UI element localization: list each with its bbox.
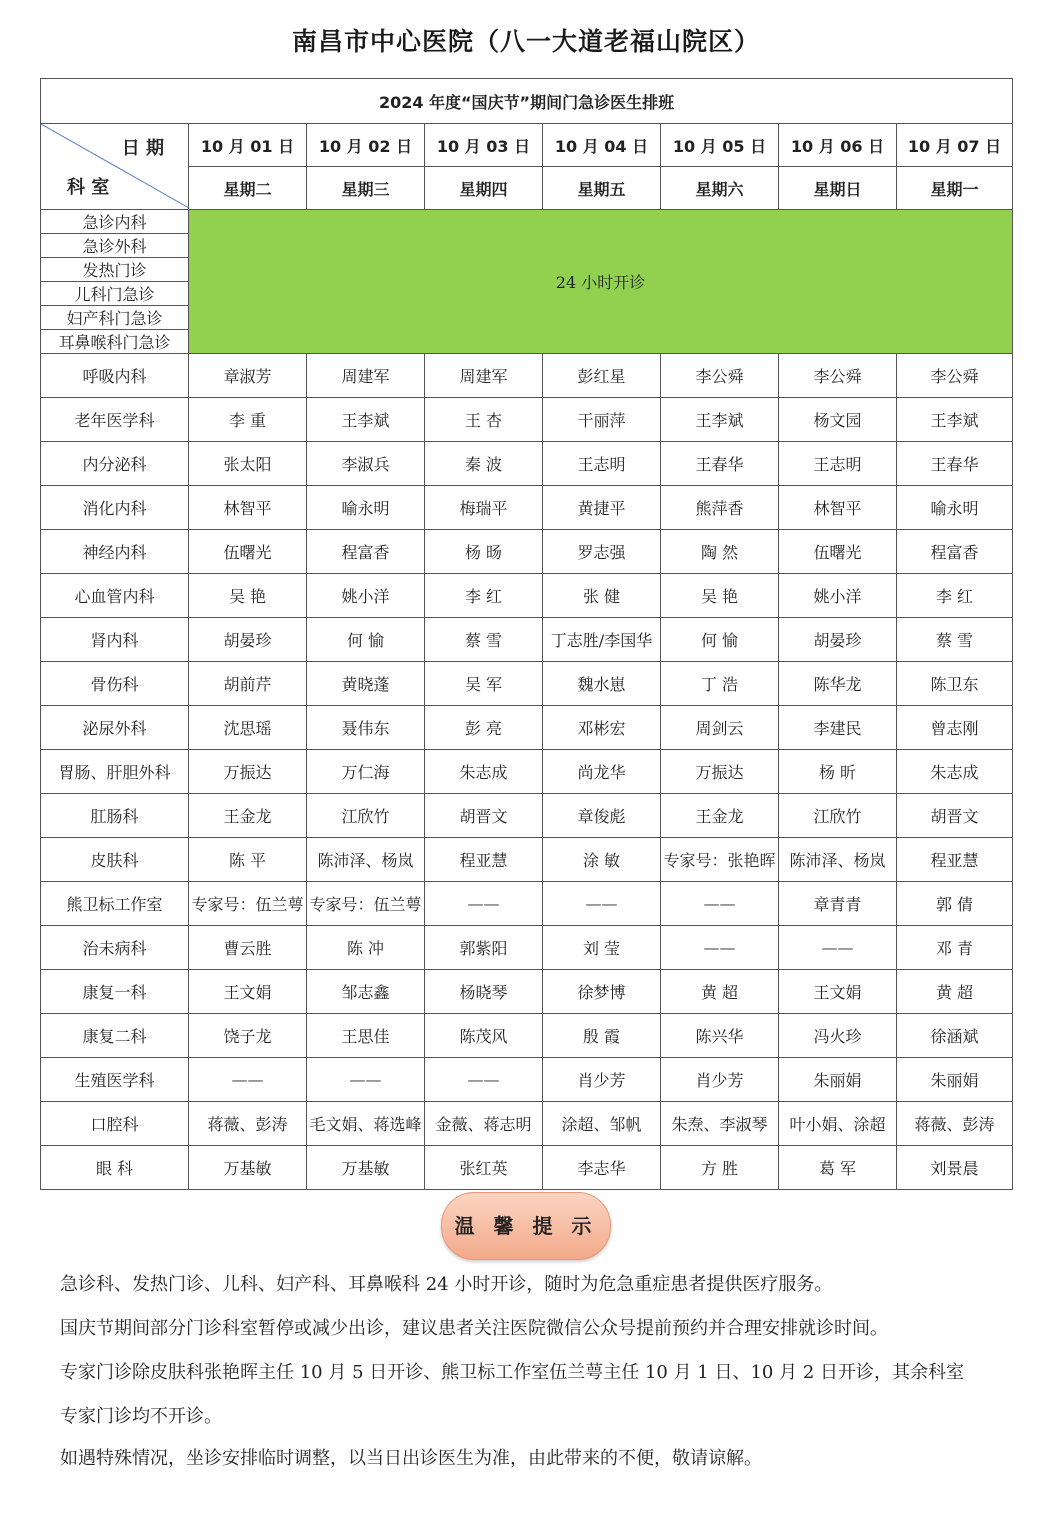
doctor-cell: 邓彬宏: [543, 706, 661, 750]
doctor-cell: 喻永明: [307, 486, 425, 530]
doctor-cell: 何 愉: [307, 618, 425, 662]
date-header: 10 月 01 日: [189, 124, 307, 167]
doctor-cell: 陈卫东: [897, 662, 1013, 706]
doctor-cell: 周建军: [307, 354, 425, 398]
doctor-cell: ——: [661, 926, 779, 970]
table-row: [41, 354, 1013, 398]
doctor-cell: 程富香: [307, 530, 425, 574]
doctor-cell: 聂伟东: [307, 706, 425, 750]
doctor-cell: 黄晓蓬: [307, 662, 425, 706]
diagonal-divider: [41, 124, 189, 208]
weekday-header: 星期四: [425, 167, 543, 210]
doctor-cell: ——: [543, 882, 661, 926]
doctor-cell: ——: [189, 1058, 307, 1102]
doctor-cell: 林智平: [189, 486, 307, 530]
doctor-cell: 王金龙: [189, 794, 307, 838]
doctor-cell: 周剑云: [661, 706, 779, 750]
doctor-cell: 江欣竹: [779, 794, 897, 838]
doctor-cell: 刘景晨: [897, 1146, 1013, 1190]
tip-line: 急诊科、发热门诊、儿科、妇产科、耳鼻喉科 24 小时开诊，随时为危急重症患者提供医疗服务。: [60, 1274, 833, 1295]
doctor-cell: 李建民: [779, 706, 897, 750]
doctor-cell: 陈 平: [189, 838, 307, 882]
doctor-cell: 肖少芳: [661, 1058, 779, 1102]
doctor-cell: 王 杏: [425, 398, 543, 442]
dept-name: 肾内科: [41, 618, 189, 662]
table-row: [41, 750, 1013, 794]
doctor-cell: 杨 旸: [425, 530, 543, 574]
doctor-cell: 李淑兵: [307, 442, 425, 486]
doctor-cell: 陈华龙: [779, 662, 897, 706]
doctor-cell: 伍曙光: [779, 530, 897, 574]
doctor-cell: 李公舜: [779, 354, 897, 398]
doctor-cell: 江欣竹: [307, 794, 425, 838]
doctor-cell: 蔡 雪: [897, 618, 1013, 662]
doctor-cell: 魏水崽: [543, 662, 661, 706]
table-caption: 2024 年度“国庆节”期间门急诊医生排班: [41, 79, 1013, 124]
doctor-cell: 王李斌: [897, 398, 1013, 442]
doctor-cell: 喻永明: [897, 486, 1013, 530]
doctor-cell: 胡前芹: [189, 662, 307, 706]
corner-date-label: 日 期: [121, 138, 164, 159]
doctor-cell: 饶子龙: [189, 1014, 307, 1058]
doctor-cell: 陶 然: [661, 530, 779, 574]
doctor-cell: 王李斌: [307, 398, 425, 442]
open-24h-block: 24 小时开诊: [189, 210, 1013, 354]
table-row: [41, 662, 1013, 706]
doctor-cell: 干丽萍: [543, 398, 661, 442]
table-row: [41, 618, 1013, 662]
doctor-cell: 黄捷平: [543, 486, 661, 530]
dept-name: 眼 科: [41, 1146, 189, 1190]
weekday-header: 星期二: [189, 167, 307, 210]
doctor-cell: 章俊彪: [543, 794, 661, 838]
doctor-cell: 王春华: [897, 442, 1013, 486]
doctor-cell: 涂 敏: [543, 838, 661, 882]
doctor-cell: 王文娟: [189, 970, 307, 1014]
dept-name: 内分泌科: [41, 442, 189, 486]
weekday-header: 星期日: [779, 167, 897, 210]
doctor-cell: 毛文娟、蒋选峰: [307, 1102, 425, 1146]
doctor-cell: 王志明: [779, 442, 897, 486]
doctor-cell: 郭 倩: [897, 882, 1013, 926]
doctor-cell: 丁志胜/李国华: [543, 618, 661, 662]
doctor-cell: 蒋薇、彭涛: [897, 1102, 1013, 1146]
doctor-cell: ——: [779, 926, 897, 970]
doctor-cell: 专家号：伍兰萼: [307, 882, 425, 926]
dept-name: 老年医学科: [41, 398, 189, 442]
tip-line: 专家门诊均不开诊。: [60, 1406, 222, 1427]
doctor-cell: 王春华: [661, 442, 779, 486]
doctor-cell: 章青青: [779, 882, 897, 926]
doctor-cell: 朱志成: [897, 750, 1013, 794]
doctor-cell: 万基敏: [307, 1146, 425, 1190]
doctor-cell: 尚龙华: [543, 750, 661, 794]
corner-dept-label: 科 室: [67, 177, 110, 198]
tip-line: 专家门诊除皮肤科张艳晖主任 10 月 5 日开诊、熊卫标工作室伍兰萼主任 10 月 1 日、10 月 2 日开诊，其余科室: [60, 1362, 965, 1383]
doctor-cell: 金薇、蒋志明: [425, 1102, 543, 1146]
doctor-cell: 万振达: [189, 750, 307, 794]
doctor-cell: 朱丽娟: [779, 1058, 897, 1102]
doctor-cell: 程富香: [897, 530, 1013, 574]
table-row: [41, 1058, 1013, 1102]
table-row: [41, 1146, 1013, 1190]
doctor-cell: 张太阳: [189, 442, 307, 486]
doctor-cell: 李 重: [189, 398, 307, 442]
table-row: [41, 398, 1013, 442]
doctor-cell: 殷 霞: [543, 1014, 661, 1058]
doctor-cell: 黄 超: [661, 970, 779, 1014]
doctor-cell: ——: [425, 1058, 543, 1102]
corner-header: [41, 124, 189, 210]
emergency-dept: 急诊外科: [41, 234, 189, 258]
table-row: [41, 486, 1013, 530]
tips-badge: 温 馨 提 示: [441, 1192, 611, 1260]
doctor-cell: ——: [307, 1058, 425, 1102]
schedule-table: [40, 78, 1013, 1190]
doctor-cell: 杨 昕: [779, 750, 897, 794]
doctor-cell: 吴 艳: [189, 574, 307, 618]
weekday-header: 星期一: [897, 167, 1013, 210]
doctor-cell: 何 愉: [661, 618, 779, 662]
doctor-cell: 王金龙: [661, 794, 779, 838]
doctor-cell: 王志明: [543, 442, 661, 486]
doctor-cell: 郭紫阳: [425, 926, 543, 970]
emergency-dept: 发热门诊: [41, 258, 189, 282]
doctor-cell: 程亚慧: [897, 838, 1013, 882]
doctor-cell: 伍曙光: [189, 530, 307, 574]
doctor-cell: 徐梦博: [543, 970, 661, 1014]
doctor-cell: 胡晋文: [425, 794, 543, 838]
dept-name: 骨伤科: [41, 662, 189, 706]
doctor-cell: 方 胜: [661, 1146, 779, 1190]
tip-line: 国庆节期间部分门诊科室暂停或减少出诊，建议患者关注医院微信公众号提前预约并合理安排就诊时间。: [60, 1318, 888, 1339]
emergency-dept: 儿科门急诊: [41, 282, 189, 306]
table-row: [41, 882, 1013, 926]
doctor-cell: 王李斌: [661, 398, 779, 442]
doctor-cell: 陈沛泽、杨岚: [779, 838, 897, 882]
dept-name: 皮肤科: [41, 838, 189, 882]
date-header: 10 月 06 日: [779, 124, 897, 167]
doctor-cell: 程亚慧: [425, 838, 543, 882]
doctor-cell: 熊萍香: [661, 486, 779, 530]
weekday-header: 星期三: [307, 167, 425, 210]
doctor-cell: 丁 浩: [661, 662, 779, 706]
table-row: [41, 530, 1013, 574]
doctor-cell: 林智平: [779, 486, 897, 530]
doctor-cell: ——: [661, 882, 779, 926]
dept-name: 胃肠、肝胆外科: [41, 750, 189, 794]
doctor-cell: 张 健: [543, 574, 661, 618]
doctor-cell: 张红英: [425, 1146, 543, 1190]
dept-name: 神经内科: [41, 530, 189, 574]
doctor-cell: 涂超、邹帆: [543, 1102, 661, 1146]
doctor-cell: 吴 军: [425, 662, 543, 706]
doctor-cell: 胡晏珍: [779, 618, 897, 662]
doctor-cell: 彭红星: [543, 354, 661, 398]
doctor-cell: 万基敏: [189, 1146, 307, 1190]
doctor-cell: 朱丽娟: [897, 1058, 1013, 1102]
doctor-cell: 彭 亮: [425, 706, 543, 750]
table-row: [41, 574, 1013, 618]
doctor-cell: 李公舜: [661, 354, 779, 398]
doctor-cell: 叶小娟、涂超: [779, 1102, 897, 1146]
page-title: 南昌市中心医院（八一大道老福山院区）: [291, 27, 760, 56]
doctor-cell: 周建军: [425, 354, 543, 398]
doctor-cell: 陈茂风: [425, 1014, 543, 1058]
doctor-cell: 王思佳: [307, 1014, 425, 1058]
doctor-cell: 杨文园: [779, 398, 897, 442]
weekday-header: 星期五: [543, 167, 661, 210]
doctor-cell: 陈沛泽、杨岚: [307, 838, 425, 882]
doctor-cell: 黄 超: [897, 970, 1013, 1014]
dept-name: 康复二科: [41, 1014, 189, 1058]
date-header: 10 月 05 日: [661, 124, 779, 167]
doctor-cell: 邓 青: [897, 926, 1013, 970]
dept-name: 康复一科: [41, 970, 189, 1014]
doctor-cell: 朱焘、李淑琴: [661, 1102, 779, 1146]
dept-name: 生殖医学科: [41, 1058, 189, 1102]
date-header: 10 月 04 日: [543, 124, 661, 167]
dept-name: 消化内科: [41, 486, 189, 530]
doctor-cell: 蔡 雪: [425, 618, 543, 662]
doctor-cell: 吴 艳: [661, 574, 779, 618]
doctor-cell: 姚小洋: [779, 574, 897, 618]
doctor-cell: 邹志鑫: [307, 970, 425, 1014]
doctor-cell: 陈兴华: [661, 1014, 779, 1058]
doctor-cell: 姚小洋: [307, 574, 425, 618]
doctor-cell: 冯火珍: [779, 1014, 897, 1058]
dept-name: 口腔科: [41, 1102, 189, 1146]
doctor-cell: 梅瑞平: [425, 486, 543, 530]
doctor-cell: 蒋薇、彭涛: [189, 1102, 307, 1146]
doctor-cell: 胡晏珍: [189, 618, 307, 662]
table-row: [41, 706, 1013, 750]
doctor-cell: 李公舜: [897, 354, 1013, 398]
doctor-cell: 秦 波: [425, 442, 543, 486]
date-header: 10 月 02 日: [307, 124, 425, 167]
table-row: [41, 838, 1013, 882]
doctor-cell: 王文娟: [779, 970, 897, 1014]
table-row: [41, 1014, 1013, 1058]
table-row: [41, 1102, 1013, 1146]
doctor-cell: 胡晋文: [897, 794, 1013, 838]
doctor-cell: 李 红: [897, 574, 1013, 618]
doctor-cell: 曹云胜: [189, 926, 307, 970]
doctor-cell: 罗志强: [543, 530, 661, 574]
dept-name: 呼吸内科: [41, 354, 189, 398]
date-header: 10 月 03 日: [425, 124, 543, 167]
emergency-dept: 急诊内科: [41, 210, 189, 234]
table-row: [41, 926, 1013, 970]
doctor-cell: 刘 莹: [543, 926, 661, 970]
doctor-cell: 杨晓琴: [425, 970, 543, 1014]
dept-name: 肛肠科: [41, 794, 189, 838]
dept-name: 熊卫标工作室: [41, 882, 189, 926]
doctor-cell: 曾志刚: [897, 706, 1013, 750]
doctor-cell: 专家号：张艳晖: [661, 838, 779, 882]
date-header: 10 月 07 日: [897, 124, 1013, 167]
table-row: [41, 794, 1013, 838]
emergency-dept: 耳鼻喉科门急诊: [41, 330, 189, 354]
dept-name: 治未病科: [41, 926, 189, 970]
doctor-cell: 肖少芳: [543, 1058, 661, 1102]
tip-line: 如遇特殊情况，坐诊安排临时调整，以当日出诊医生为准，由此带来的不便，敬请谅解。: [60, 1448, 762, 1469]
weekday-header: 星期六: [661, 167, 779, 210]
table-row: [41, 970, 1013, 1014]
doctor-cell: ——: [425, 882, 543, 926]
emergency-dept: 妇产科门急诊: [41, 306, 189, 330]
dept-name: 心血管内科: [41, 574, 189, 618]
table-row: [41, 442, 1013, 486]
doctor-cell: 李 红: [425, 574, 543, 618]
doctor-cell: 陈 冲: [307, 926, 425, 970]
dept-name: 泌尿外科: [41, 706, 189, 750]
doctor-cell: 葛 军: [779, 1146, 897, 1190]
doctor-cell: 沈思瑶: [189, 706, 307, 750]
doctor-cell: 朱志成: [425, 750, 543, 794]
doctor-cell: 徐涵斌: [897, 1014, 1013, 1058]
doctor-cell: 万振达: [661, 750, 779, 794]
doctor-cell: 专家号：伍兰萼: [189, 882, 307, 926]
doctor-cell: 李志华: [543, 1146, 661, 1190]
doctor-cell: 章淑芳: [189, 354, 307, 398]
doctor-cell: 万仁海: [307, 750, 425, 794]
